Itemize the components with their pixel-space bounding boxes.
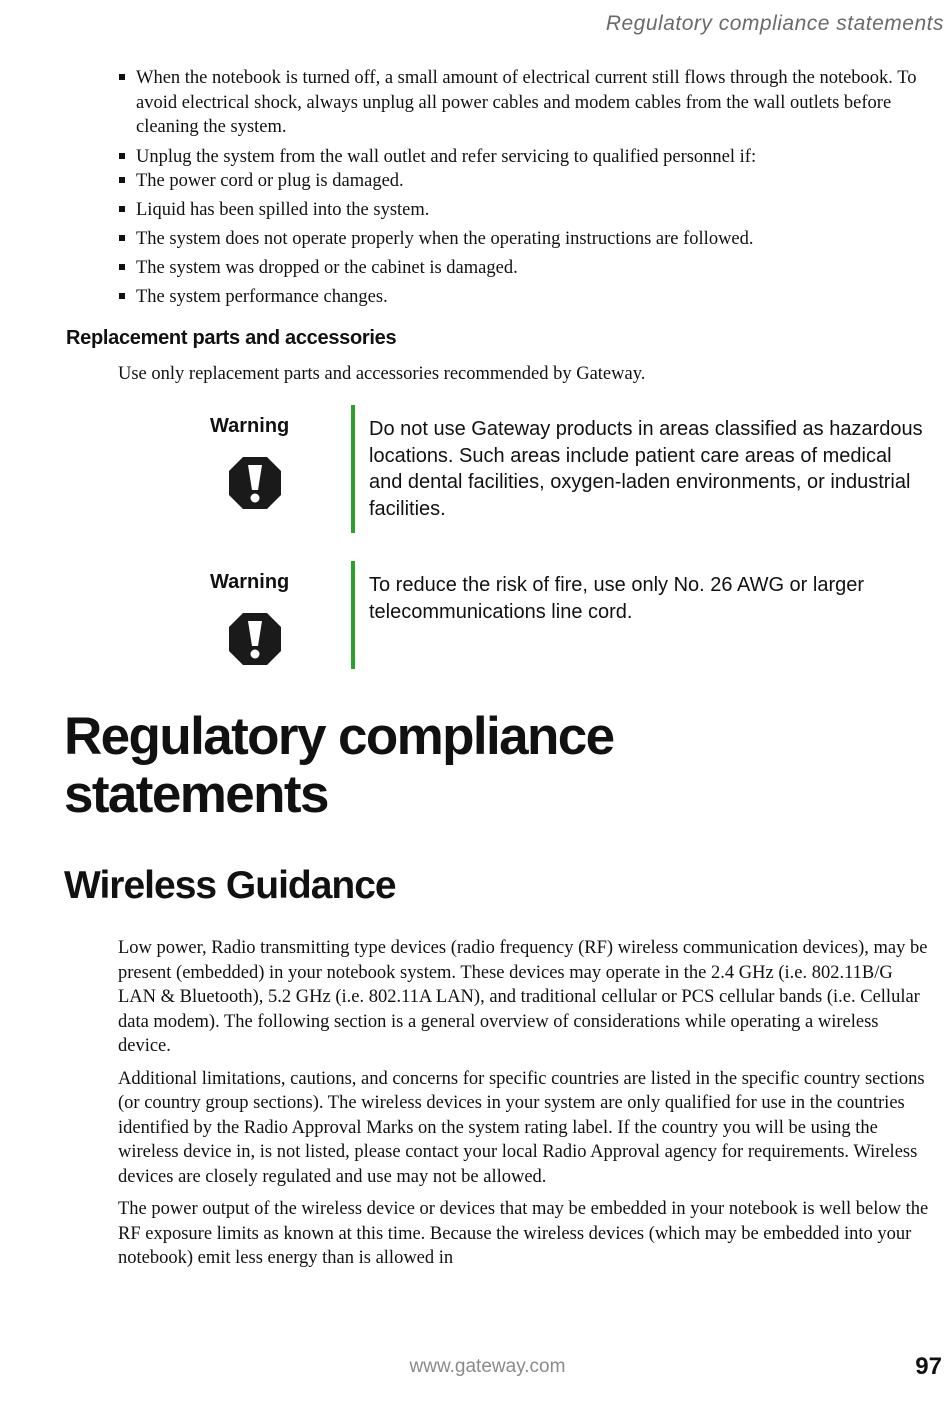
sub-list bbox=[136, 169, 936, 310]
sub-list-item: The system does not operate properly when the operating instructions are followed. bbox=[136, 227, 936, 252]
page-number: 97 bbox=[915, 1353, 942, 1380]
warning-bar bbox=[351, 561, 355, 669]
warning-text: Do not use Gateway products in areas classified as hazardous locations. Such areas include patient care areas of medical and dental facilities, oxygen-laden environments, or industrial facilities. bbox=[369, 418, 923, 520]
warning-label: Warning bbox=[210, 415, 290, 437]
section-title: Regulatory compliance statements bbox=[64, 707, 614, 824]
subsection-title: Wireless Guidance bbox=[64, 864, 396, 907]
warning-text: To reduce the risk of fire, use only No. 26 AWG or larger telecommunications line cord. bbox=[369, 574, 865, 623]
sub-list-item: The system performance changes. bbox=[136, 285, 936, 310]
running-header: Regulatory compliance statements bbox=[605, 12, 944, 35]
sub-list-item: Liquid has been spilled into the system. bbox=[136, 198, 936, 223]
replacement-body: Use only replacement parts and accessories recommended by Gateway. bbox=[118, 364, 646, 384]
sub-list-item: The power cord or plug is damaged. bbox=[136, 169, 936, 194]
list-item bbox=[136, 145, 936, 310]
wireless-body bbox=[118, 936, 933, 1279]
footer-url: www.gateway.com bbox=[409, 1356, 566, 1377]
replacement-heading: Replacement parts and accessories bbox=[66, 327, 397, 349]
list-item: When the notebook is turned off, a small amount of electrical current still flows through the notebook. To avoid electrical shock, always unplug all power cables and modem cables from the wall outlets before cleaning the system. bbox=[136, 66, 936, 140]
safety-list bbox=[136, 66, 936, 315]
list-item-text: Unplug the system from the wall outlet and refer servicing to qualified personnel if: bbox=[136, 146, 757, 167]
exclamation-octagon-icon bbox=[227, 455, 283, 511]
warning-bar bbox=[351, 405, 355, 533]
paragraph: Additional limitations, cautions, and concerns for specific countries are listed in the specific country sections (or country group sections). The wireless devices in your system are only qualified for use in the countries identified by the Radio Approval Marks on the system rating label. If the country you will be using the wireless device in, is not listed, please contact your local Radio Approval agency for requirements. Wireless devices are closely regulated and use may not be allowed. bbox=[118, 1068, 925, 1187]
paragraph: Low power, Radio transmitting type devices (radio frequency (RF) wireless communication devices), may be present (embedded) in your notebook system. These devices may operate in the 2.4 GHz (i.e. 802.11B/G LAN & Bluetooth), 5.2 GHz (i.e. 802.11A LAN), and traditional cellular or PCS cellular bands (i.e. Cellular data modem). The following section is a general overview of considerations while operating a wireless device. bbox=[118, 938, 928, 1056]
sub-list-item: The system was dropped or the cabinet is damaged. bbox=[136, 256, 936, 281]
warning-label: Warning bbox=[210, 571, 290, 593]
paragraph: The power output of the wireless device or devices that may be embedded in your notebook is well below the RF exposure limits as known at this time. Because the wireless devices (which may be embedded into your notebook) emit less energy than is allowed in bbox=[118, 1199, 929, 1268]
exclamation-octagon-icon bbox=[227, 611, 283, 667]
